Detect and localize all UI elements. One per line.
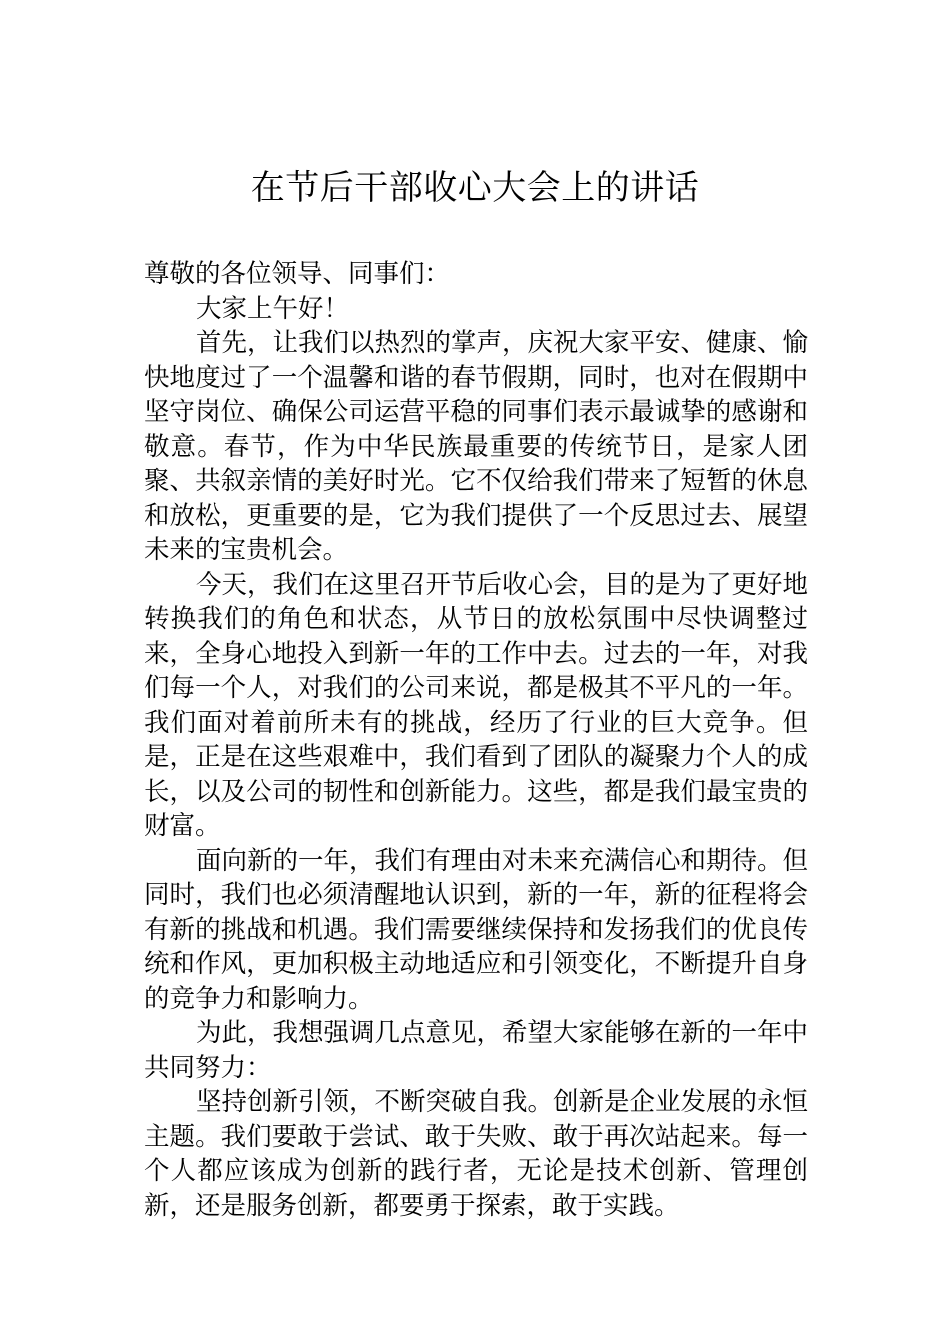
- paragraph-points-intro: 为此，我想强调几点意见，希望大家能够在新的一年中共同努力：: [144, 1018, 809, 1083]
- paragraph-innovation: 坚持创新引领，不断突破自我。创新是企业发展的永恒主题。我们要敢于尝试、敢于失败、敢于再次站起来。每一个人都应该成为创新的践行者，无论是技术创新、管理创新，还是服务创新，都要勇于探索，敢于实践。: [144, 1087, 809, 1221]
- salutation: 尊敬的各位领导、同事们：: [144, 259, 451, 289]
- paragraph-greeting: 大家上午好！: [196, 293, 350, 324]
- paragraph-purpose: 今天，我们在这里召开节后收心会，目的是为了更好地转换我们的角色和状态，从节日的放松氛围中尽快调整过来，全身心地投入到新一年的工作中去。过去的一年，对我们每一个人，对我们的公司来说，都是极其不平凡的一年。我们面对着前所未有的挑战，经历了行业的巨大竞争。但是，正是在这些艰难中，我们看到了团队的凝聚力个人的成长，以及公司的韧性和创新能力。这些，都是我们最宝贵的财富。: [144, 569, 809, 841]
- document-body: [144, 257, 808, 1223]
- paragraph-outlook: 面向新的一年，我们有理由对未来充满信心和期待。但同时，我们也必须清醒地认识到，新的一年，新的征程将会有新的挑战和机遇。我们需要继续保持和发扬我们的优良传统和作风，更加积极主动地适应和引领变化，不断提升自身的竞争力和影响力。: [144, 845, 809, 1014]
- paragraph-opening: 首先，让我们以热烈的掌声，庆祝大家平安、健康、愉快地度过了一个温馨和谐的春节假期，同时，也对在假期中坚守岗位、确保公司运营平稳的同事们表示最诚挚的感谢和敬意。春节，作为中华民族最重要的传统节日，是家人团聚、共叙亲情的美好时光。它不仅给我们带来了短暂的休息和放松，更重要的是，它为我们提供了一个反思过去、展望未来的宝贵机会。: [144, 328, 809, 565]
- document-title: 在节后干部收心大会上的讲话: [250, 168, 700, 208]
